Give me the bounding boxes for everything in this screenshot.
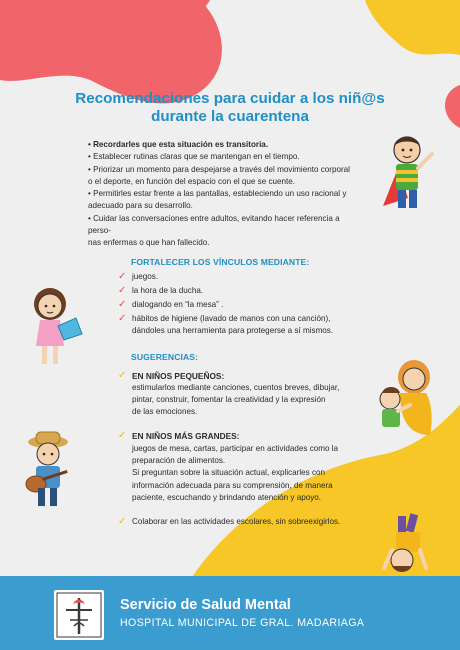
- footer: [0, 576, 460, 650]
- page-title: [0, 90, 460, 126]
- grandes-label-row: [118, 430, 239, 443]
- vinculos-item-text: hábitos de higiene (lavado de manos con una canción),: [132, 313, 331, 323]
- check-icon: ✓: [118, 284, 127, 296]
- check-icon: ✓: [118, 516, 127, 527]
- hospital-logo-icon: [54, 590, 104, 640]
- intro-item-3-line-2: o el deporte, en función del espacio con el que se cuente.: [88, 176, 295, 186]
- vinculos-item: [118, 299, 333, 311]
- intro-item-5-line-2: nas enfermas o que han fallecido.: [88, 238, 210, 248]
- check-icon: ✓: [118, 312, 127, 324]
- intro-item-4-line-2: adecuado para su desarrollo.: [88, 201, 193, 211]
- top-coral-shape: [0, 0, 222, 103]
- title-line-2: durante la cuarentena: [151, 108, 309, 125]
- intro-list: [88, 139, 358, 250]
- handstand-kid-illustration: [378, 512, 440, 578]
- check-icon: ✓: [118, 298, 127, 310]
- intro-item-4-line-1: • Permitirles estar frente a las pantallas, estableciendo un uso racional y: [88, 189, 347, 199]
- vinculos-item-text: juegos.: [132, 272, 159, 281]
- footer-title: Servicio de Salud Mental: [120, 597, 291, 613]
- pequenos-text: [132, 382, 370, 419]
- pequenos-line: pintar, construir, fomentar la creatividad y la expresión: [132, 395, 326, 405]
- intro-item-1: • Recordarles que esta situación es transitoria.: [88, 140, 269, 149]
- pequenos-label: EN NIÑOS PEQUEÑOS:: [132, 371, 225, 381]
- grandes-line: preparación de alimentos.: [132, 456, 226, 466]
- grandes-label: EN NIÑOS MÁS GRANDES:: [132, 431, 240, 441]
- sugerencias-heading: SUGERENCIAS:: [131, 352, 199, 362]
- logo-container: [54, 590, 104, 640]
- colaborar-row: [118, 516, 340, 528]
- pequenos-line: de las emociones.: [132, 407, 198, 417]
- top-yellow-shape: [365, 0, 460, 55]
- reading-girl-illustration: [26, 282, 88, 372]
- check-icon: ✓: [118, 430, 127, 441]
- intro-item-3-line-1: • Priorizar un momento para despejarse a través del movimiento corporal: [88, 164, 350, 174]
- grandes-line: juegos de mesa, cartas, participar en actividades como la: [132, 444, 339, 453]
- vinculos-item-text: dialogando en “la mesa” .: [132, 299, 224, 309]
- check-icon: ✓: [118, 370, 127, 381]
- vinculos-heading: FORTALECER LOS VÍNCULOS MEDIANTE:: [131, 257, 310, 267]
- mother-hug-illustration: [370, 355, 442, 443]
- colaborar-text: Colaborar en las actividades escolares, sin sobreexigirlos.: [132, 517, 341, 526]
- grandes-line: Si preguntan sobre la situación actual, explicarles con: [132, 468, 326, 478]
- vinculos-item: [118, 313, 333, 337]
- vinculos-item-text-cont: dándoles una herramienta para protegerse a sí mismos.: [132, 325, 334, 335]
- title-line-1: Recomendaciones para cuidar a los niñ@s: [75, 90, 385, 107]
- grandes-line: información adecuada para su comprensión, de manera: [132, 480, 333, 490]
- intro-item-5-line-1: • Cuidar las conversaciones entre adultos, evitando hacer referencia a perso-: [88, 213, 340, 236]
- grandes-text: [132, 443, 370, 504]
- footer-subtitle: HOSPITAL MUNICIPAL DE GRAL. MADARIAGA: [120, 617, 365, 629]
- check-icon: ✓: [118, 271, 127, 282]
- guitar-boy-illustration: [22, 428, 80, 520]
- grandes-line: paciente, escuchando y brindando atención y apoyo.: [132, 492, 321, 502]
- vinculos-item-text: la hora de la ducha.: [132, 285, 204, 295]
- pequenos-line: estimularlos mediante canciones, cuentos breves, dibujar,: [132, 383, 340, 392]
- superhero-kid-illustration: [378, 128, 440, 220]
- intro-item-2: • Establecer rutinas claras que se mantengan en el tiempo.: [88, 152, 300, 162]
- vinculos-item: [118, 285, 333, 297]
- vinculos-list: [118, 271, 333, 337]
- vinculos-item: [118, 271, 333, 283]
